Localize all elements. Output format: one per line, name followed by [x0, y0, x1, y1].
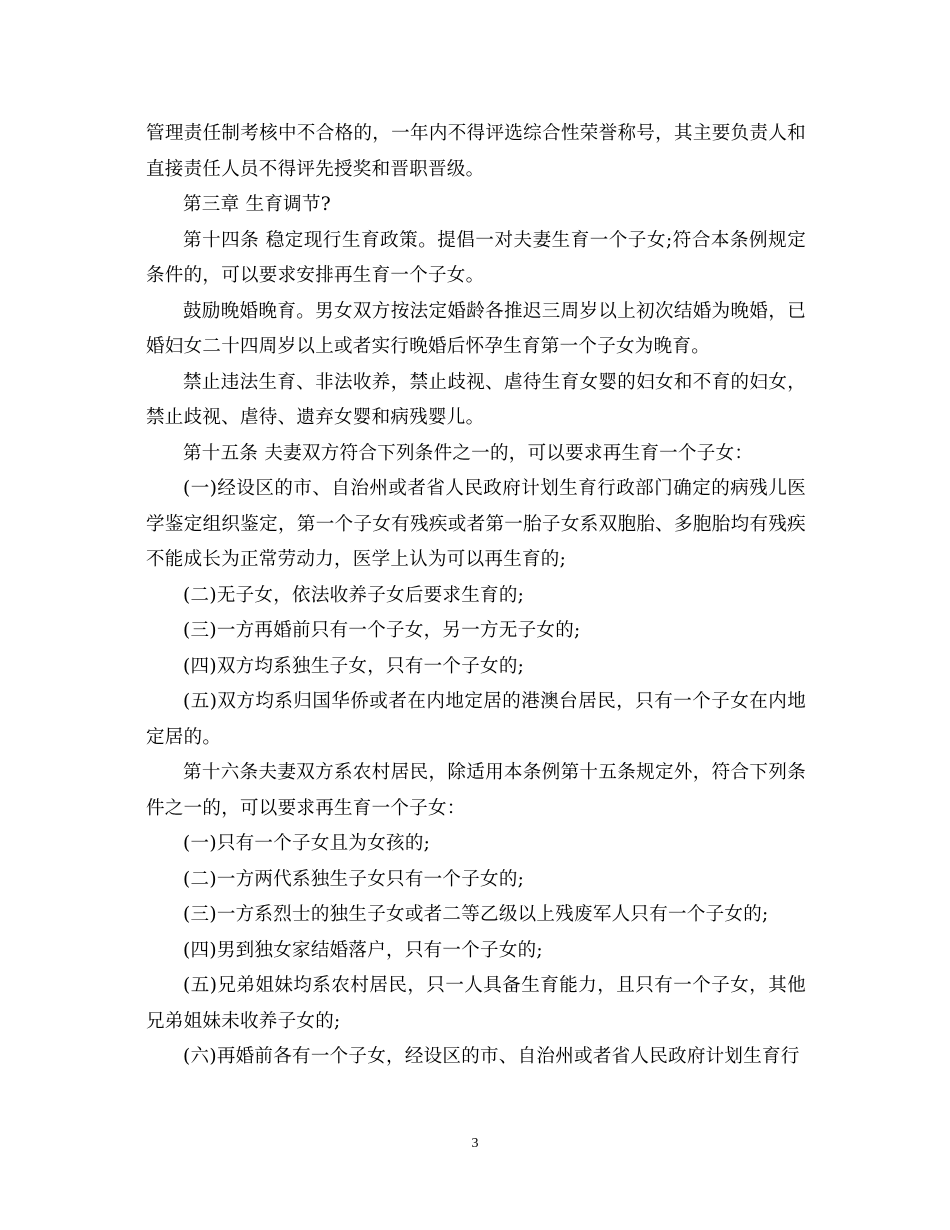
article-14: 第十四条 稳定现行生育政策。提倡一对夫妻生育一个子女;符合本条例规定条件的，可以要求安排再生育一个子女。: [146, 229, 806, 286]
article-16-item-5: (五)兄弟姐妹均系农村居民，只一人具备生育能力，且只有一个子女，其他兄弟姐妹未收养子女的;: [146, 975, 806, 1032]
article-15: 第十五条 夫妻双方符合下列条件之一的，可以要求再生育一个子女：: [183, 442, 754, 464]
article-16-item-3: (三)一方系烈士的独生子女或者二等乙级以上残废军人只有一个子女的;: [183, 904, 769, 925]
article-16-item-4: (四)男到独女家结婚落户，只有一个子女的;: [183, 939, 543, 961]
article-15-item-2: (二)无子女，依法收养子女后要求生育的;: [183, 584, 525, 606]
page-number: 3: [471, 1136, 479, 1151]
article-16-item-1: (一)只有一个子女且为女孩的;: [183, 833, 431, 854]
article-15-item-1: (一)经设区的市、自治州或者省人民政府计划生育行政部门确定的病残儿医学鉴定组织鉴定，第一个子女有残疾或者第一胎子女系双胞胎、多胞胎均有残疾不能成长为正常劳动力，医学上认为可以再生育的;: [146, 478, 806, 570]
chapter-heading: 第三章 生育调节?: [183, 194, 331, 215]
article-16-item-6: (六)再婚前各有一个子女，经设区的市、自治州或者省人民政府计划生育行: [183, 1046, 800, 1067]
paragraph-continuation: 管理责任制考核中不合格的，一年内不得评选综合性荣誉称号，其主要负责人和直接责任人员不得评先授奖和晋职晋级。: [146, 123, 806, 180]
body-text: [146, 116, 806, 1075]
article-16-item-2: (二)一方两代系独生子女只有一个子女的;: [183, 868, 525, 890]
paragraph-prohibitions: 禁止违法生育、非法收养，禁止歧视、虐待生育女婴的妇女和不育的妇女，禁止歧视、虐待、遗弃女婴和病残婴儿。: [146, 371, 806, 428]
paragraph-late-marriage: 鼓励晚婚晚育。男女双方按法定婚龄各推迟三周岁以上初次结婚为晚婚，已婚妇女二十四周岁以上或者实行晚婚后怀孕生育第一个子女为晚育。: [146, 300, 806, 357]
article-15-item-5: (五)双方均系归国华侨或者在内地定居的港澳台居民，只有一个子女在内地定居的。: [146, 691, 806, 748]
article-15-item-3: (三)一方再婚前只有一个子女，另一方无子女的;: [183, 620, 581, 641]
article-16: 第十六条夫妻双方系农村居民，除适用本条例第十五条规定外，符合下列条件之一的，可以要求再生育一个子女：: [146, 762, 806, 819]
article-15-item-4: (四)双方均系独生子女，只有一个子女的;: [183, 655, 525, 677]
